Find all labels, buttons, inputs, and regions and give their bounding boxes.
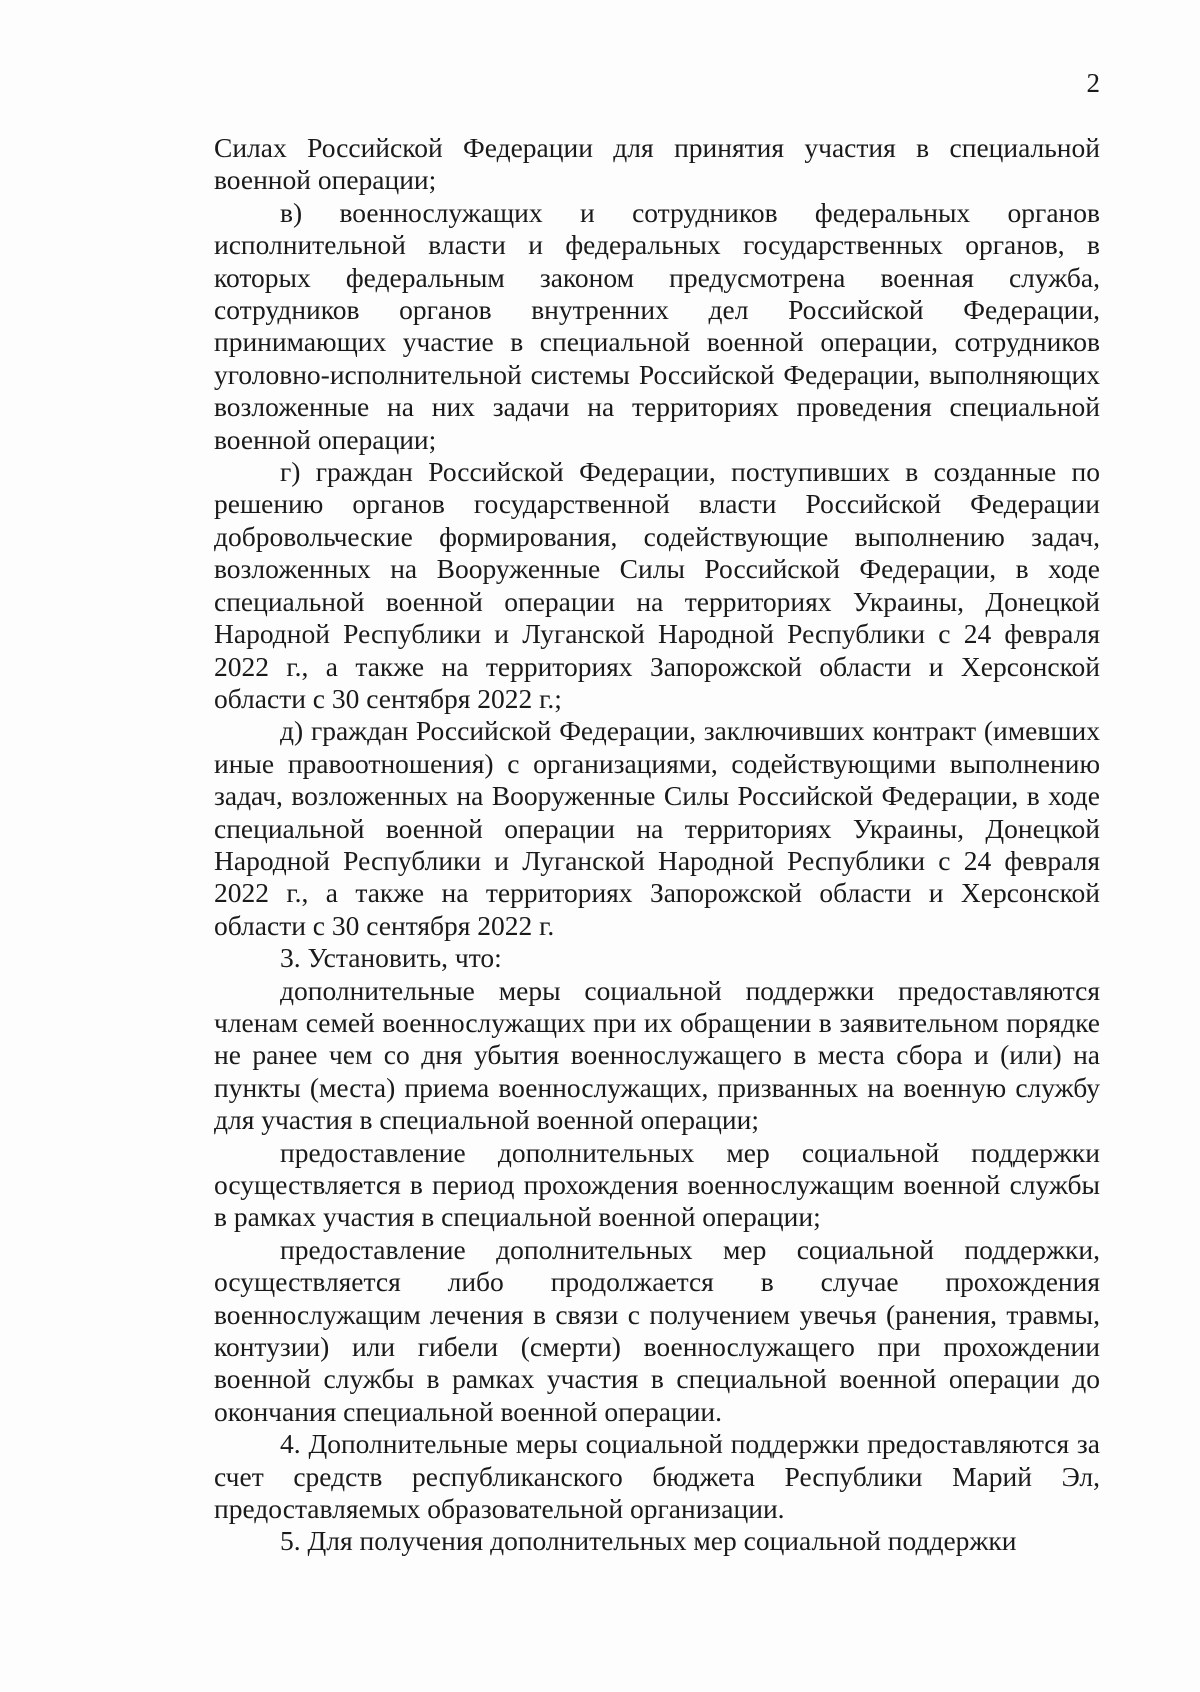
paragraph-item-v: в) военнослужащих и сотрудников федеральных органов исполнительной власти и федеральных государственных органов, в которых федеральным законом предусмотрена военная служба, сотрудников органов внутренних дел Российской Федерации, принимающих участие в специальной военной операции, сотрудников уголовно-исполнительной системы Российской Федерации, выполняющих возложенные на них задачи на территориях проведения специальной военной операции;	[214, 196, 1100, 455]
paragraph-clause-3-b: предоставление дополнительных мер социальной поддержки осуществляется в период прохождения военнослужащим военной службы в рамках участия в специальной военной операции;	[214, 1136, 1100, 1233]
paragraph-item-g: г) граждан Российской Федерации, поступивших в созданные по решению органов государственной власти Российской Федерации добровольческие формирования, содействующие выполнению задач, возложенных на Вооруженные Силы Российской Федерации, в ходе специальной военной операции на территориях Украины, Донецкой Народной Республики и Луганской Народной Республики с 24 февраля 2022 г., а также на территориях Запорожской области и Херсонской области с 30 сентября 2022 г.;	[214, 456, 1100, 714]
page-number: 2	[1086, 68, 1100, 98]
paragraph-clause-5: 5. Для получения дополнительных мер социальной поддержки	[280, 1525, 1017, 1557]
paragraph-clause-3-c: предоставление дополнительных мер социальной поддержки, осуществляется либо продолжается в случае прохождения военнослужащим лечения в связи с получением увечья (ранения, травмы, контузии) или гибели (смерти) военнослужащего при прохождении военной службы в рамках участия в специальной военной операции до окончания специальной военной операции.	[214, 1233, 1100, 1427]
document-body	[214, 132, 1100, 1558]
paragraph-continuation: Силах Российской Федерации для принятия участия в специальной военной операции;	[214, 132, 1100, 196]
paragraph-clause-3-a: дополнительные меры социальной поддержки предоставляются членам семей военнослужащих при их обращении в заявительном порядке не ранее чем со дня убытия военнослужащего в места сбора и (или) на пункты (места) приема военнослужащих, призванных на военную службу для участия в специальной военной операции;	[214, 974, 1100, 1136]
paragraph-clause-3: 3. Установить, что:	[280, 942, 502, 974]
paragraph-clause-4: 4. Дополнительные меры социальной поддержки предоставляются за счет средств республиканского бюджета Республики Марий Эл, предоставляемых образовательной организации.	[214, 1428, 1100, 1525]
paragraph-item-d: д) граждан Российской Федерации, заключивших контракт (имевших иные правоотношения) с организациями, содействующими выполнению задач, возложенных на Вооруженные Силы Российской Федерации, в ходе специальной военной операции на территориях Украины, Донецкой Народной Республики и Луганской Народной Республики с 24 февраля 2022 г., а также на территориях Запорожской области и Херсонской области с 30 сентября 2022 г.	[214, 715, 1100, 941]
